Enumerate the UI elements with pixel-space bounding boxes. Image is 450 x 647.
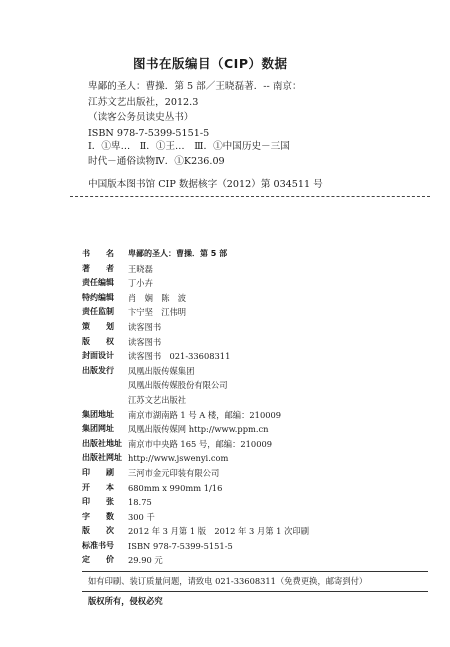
colophon-label: 标准书号 xyxy=(82,540,114,550)
colophon-row xyxy=(82,495,309,510)
colophon-row xyxy=(82,408,309,423)
cip-line: （读客公务员读史丛书） xyxy=(88,112,194,124)
colophon-label: 集团地址 xyxy=(82,409,114,419)
cip-line: ISBN 978-7-5399-5151-5 xyxy=(88,127,210,139)
colophon-label: 定 价 xyxy=(82,555,114,565)
colophon-row xyxy=(82,510,309,525)
colophon-value: 读客图书 xyxy=(128,336,162,347)
rights-notice: 版权所有，侵权必究 xyxy=(88,596,163,606)
colophon xyxy=(82,247,309,568)
colophon-value: http://www.jswenyi.com xyxy=(128,453,229,464)
colophon-row xyxy=(82,247,309,262)
colophon-value: 680mm x 990mm 1/16 xyxy=(128,482,223,493)
footer-divider xyxy=(82,571,428,572)
colophon-row xyxy=(82,349,309,364)
cip-core-number: 中国版本图书馆 CIP 数据核字（2012）第 034511 号 xyxy=(88,179,323,190)
cip-record xyxy=(88,79,388,141)
colophon-value: 29.90 元 xyxy=(128,555,163,566)
colophon-label: 开 本 xyxy=(82,482,114,492)
colophon-label: 策 划 xyxy=(82,321,114,331)
cip-line: 江苏文艺出版社，2012.3 xyxy=(88,96,199,108)
colophon-row xyxy=(82,437,309,452)
colophon-row xyxy=(82,524,309,539)
colophon-label: 版 次 xyxy=(82,526,114,536)
colophon-row xyxy=(82,422,309,437)
colophon-row xyxy=(82,262,309,277)
colophon-value: 凤凰出版传媒网 http://www.ppm.cn xyxy=(128,424,269,435)
colophon-row xyxy=(82,364,309,379)
colophon-value: 丁小卉 xyxy=(128,278,153,289)
colophon-value: 18.75 xyxy=(128,497,152,508)
colophon-value: ISBN 978-7-5399-5151-5 xyxy=(128,540,233,551)
classification-line: 时代－通俗读物Ⅳ．①K236.09 xyxy=(88,155,225,167)
colophon-value: 读客图书 021-33608311 xyxy=(128,351,231,362)
cip-title: 图书在版编目（CIP）数据 xyxy=(133,56,288,71)
colophon-value: 王晓磊 xyxy=(128,263,153,274)
colophon-label: 出版社网址 xyxy=(82,453,122,463)
colophon-row xyxy=(82,466,309,481)
colophon-row xyxy=(82,276,309,291)
colophon-label: 责任编辑 xyxy=(82,278,114,288)
colophon-value: 读客图书 xyxy=(128,321,162,332)
colophon-value: 300 千 xyxy=(128,511,155,522)
colophon-value: 肖 娴 陈 波 xyxy=(128,292,187,303)
cip-line: 卑鄙的圣人：曹操．第 5 部／王晓磊著．-- 南京： xyxy=(88,81,302,92)
colophon-label: 印 刷 xyxy=(82,467,114,477)
colophon-value: 南京市湖南路 1 号 A 楼，邮编：210009 xyxy=(128,409,282,420)
colophon-label: 责任监制 xyxy=(82,307,114,317)
colophon-value: 三河市金元印装有限公司 xyxy=(128,467,220,478)
colophon-row xyxy=(82,393,309,408)
footer-divider xyxy=(82,591,428,592)
colophon-label: 著 者 xyxy=(82,263,114,273)
classification-line: Ⅰ．①卑… Ⅱ．①王… Ⅲ．①中国历史－三国 xyxy=(88,141,290,152)
colophon-value: 卑鄙的圣人：曹操．第 5 部 xyxy=(128,249,228,258)
colophon-label: 印 张 xyxy=(82,497,114,507)
colophon-row xyxy=(82,305,309,320)
colophon-row xyxy=(82,553,309,568)
colophon-row xyxy=(82,378,309,393)
colophon-value: 卞宁坚 江伟明 xyxy=(128,307,187,318)
colophon-label: 版 权 xyxy=(82,336,114,346)
colophon-label: 集团网址 xyxy=(82,424,114,434)
colophon-value: 凤凰出版传媒集团 xyxy=(128,365,195,376)
colophon-row xyxy=(82,320,309,335)
colophon-value: 南京市中央路 165 号，邮编：210009 xyxy=(128,438,273,449)
colophon-label xyxy=(82,393,122,408)
colophon-value: 凤凰出版传媒股份有限公司 xyxy=(128,380,228,391)
colophon-label: 封面设计 xyxy=(82,351,114,361)
colophon-row xyxy=(82,291,309,306)
colophon-value: 江苏文艺出版社 xyxy=(128,394,187,405)
colophon-row xyxy=(82,451,309,466)
colophon-label: 出版社地址 xyxy=(82,438,122,448)
colophon-label: 出版发行 xyxy=(82,365,114,375)
colophon-label: 字 数 xyxy=(82,511,114,521)
colophon-row xyxy=(82,481,309,496)
colophon-label: 书 名 xyxy=(82,249,114,258)
colophon-label: 特约编辑 xyxy=(82,292,114,302)
dashed-divider xyxy=(70,196,430,197)
colophon-value: 2012 年 3 月第 1 版 2012 年 3 月第 1 次印刷 xyxy=(128,526,309,537)
colophon-label xyxy=(82,378,122,393)
colophon-row xyxy=(82,539,309,554)
cip-classification xyxy=(88,140,290,169)
colophon-row xyxy=(82,335,309,350)
quality-notice: 如有印刷、装订质量问题，请致电 021-33608311（免费更换，邮寄到付） xyxy=(88,576,368,586)
